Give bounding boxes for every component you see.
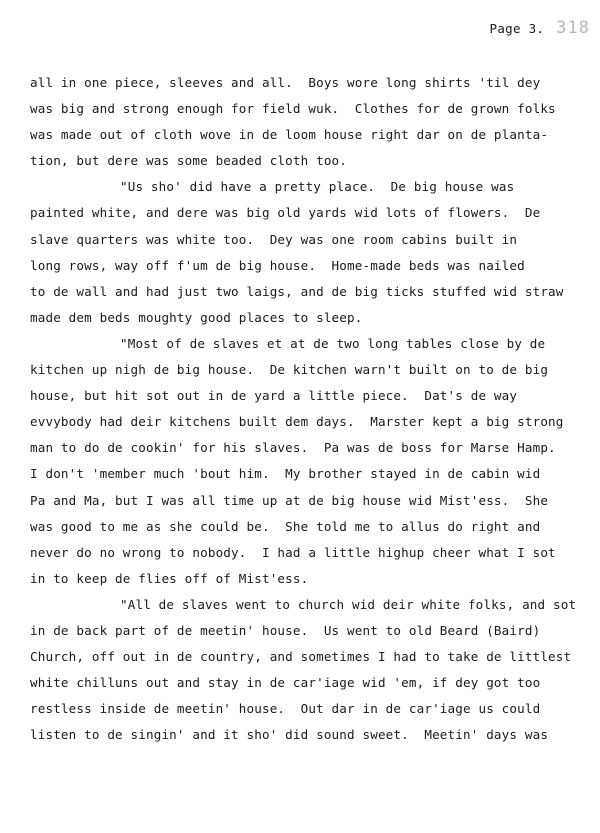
- text-line: "Us sho' did have a pretty place. De big house was: [120, 179, 515, 195]
- text-line: I don't 'member much 'bout him. My brother stayed in de cabin wid: [30, 466, 541, 482]
- text-line: in de back part of de meetin' house. Us went to old Beard (Baird): [30, 622, 541, 638]
- text-line: listen to de singin' and it sho' did sound sweet. Meetin' days was: [30, 727, 549, 743]
- text-line: slave quarters was white too. Dey was one room cabins built in: [30, 231, 518, 247]
- text-line: "All de slaves went to church wid deir white folks, and sot: [120, 596, 577, 612]
- text-line: was big and strong enough for field wuk. Clothes for de grown folks: [30, 101, 556, 117]
- text-line: in to keep de flies off of Mist'ess.: [30, 570, 309, 586]
- text-line: white chilluns out and stay in de car'iage wid 'em, if dey got too: [30, 675, 541, 691]
- text-line: "Most of de slaves et at de two long tables close by de: [120, 335, 546, 351]
- text-line: kitchen up nigh de big house. De kitchen warn't built on to de big: [30, 362, 549, 378]
- text-line: evvybody had deir kitchens built dem days. Marster kept a big strong: [30, 414, 564, 430]
- page-header: [490, 18, 591, 38]
- text-line: never do no wrong to nobody. I had a little highup cheer what I sot: [30, 544, 556, 560]
- text-line: house, but hit sot out in de yard a little piece. Dat's de way: [30, 388, 518, 404]
- text-line: Church, off out in de country, and sometimes I had to take de littlest: [30, 649, 572, 665]
- text-line: tion, but dere was some beaded cloth too.: [30, 153, 348, 169]
- page-number-label: Page 3.: [489, 21, 545, 36]
- text-line: man to do de cookin' for his slaves. Pa was de boss for Marse Hamp.: [30, 440, 556, 456]
- text-line: was made out of cloth wove in de loom house right dar on de planta-: [30, 127, 549, 143]
- text-line: made dem beds moughty good places to sleep.: [30, 309, 363, 325]
- text-line: to de wall and had just two laigs, and de big ticks stuffed wid straw: [30, 283, 564, 299]
- text-line: all in one piece, sleeves and all. Boys wore long shirts 'til dey: [30, 75, 541, 90]
- text-line: restless inside de meetin' house. Out dar in de car'iage us could: [30, 701, 541, 717]
- text-line: was good to me as she could be. She told me to allus do right and: [30, 518, 541, 534]
- text-line: Pa and Ma, but I was all time up at de big house wid Mist'ess. She: [30, 492, 549, 508]
- transcript-body: [30, 70, 590, 748]
- text-line: long rows, way off f'um de big house. Home-made beds was nailed: [30, 257, 525, 273]
- archive-stamp-number: 318: [556, 18, 590, 38]
- text-line: painted white, and dere was big old yards wid lots of flowers. De: [30, 205, 541, 221]
